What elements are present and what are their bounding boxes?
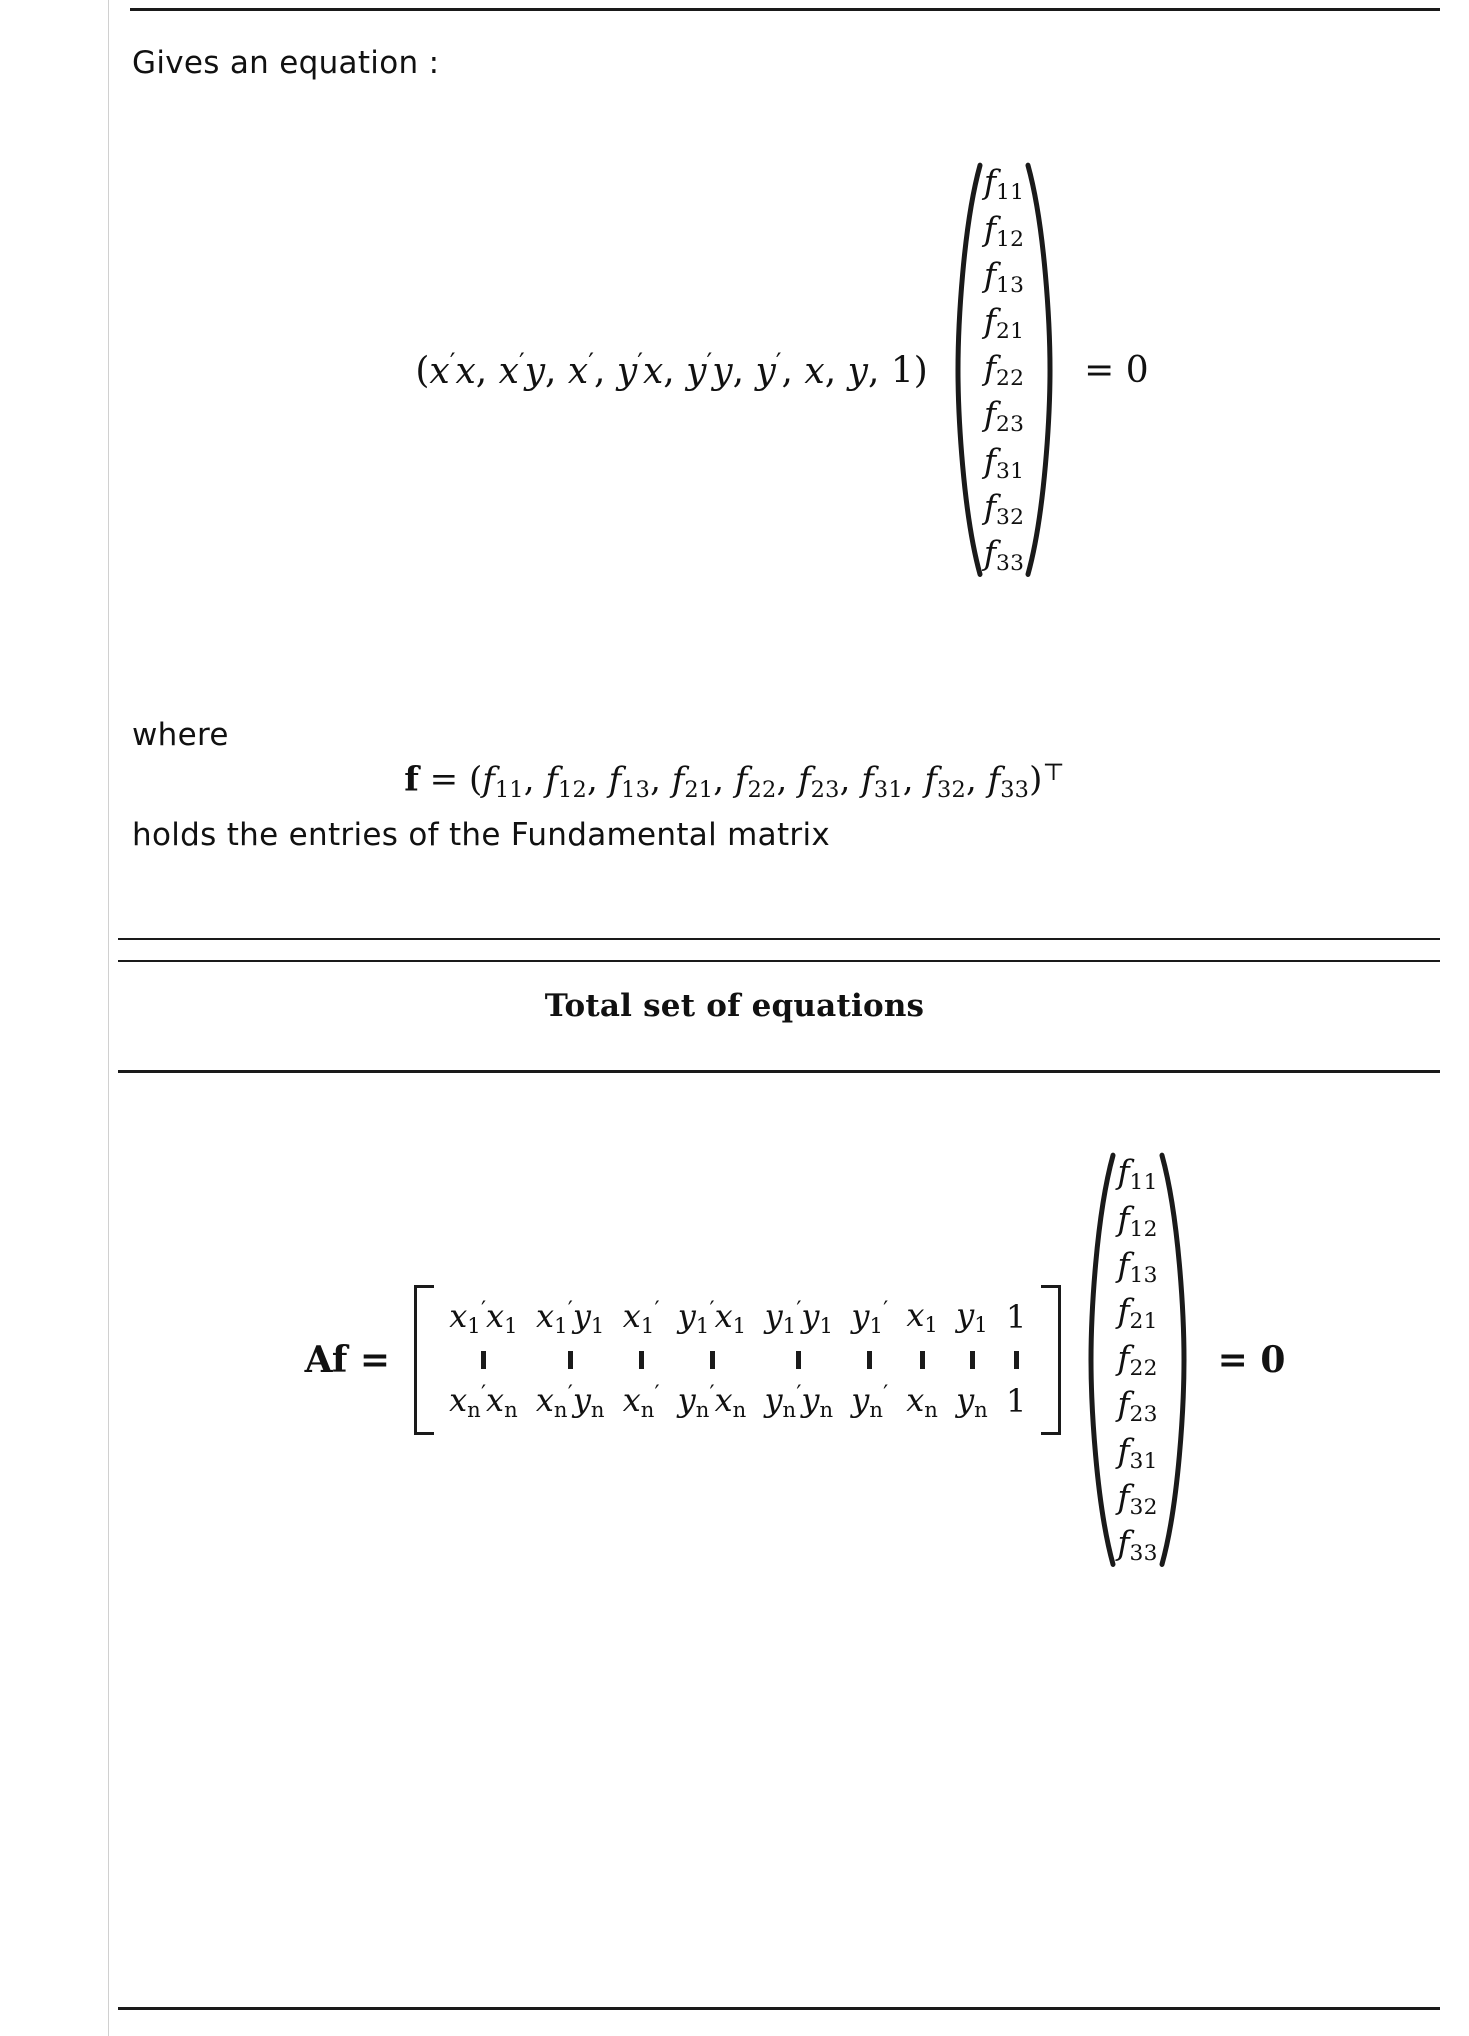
matrix-cell: $y_n'$ xyxy=(851,1381,889,1423)
matrix-cell-dots xyxy=(947,1341,997,1379)
matrix-cell: $y_1'$ xyxy=(851,1296,889,1338)
matrix-cell: $y_n$ xyxy=(956,1380,988,1422)
matrix-cell: $x_n$ xyxy=(906,1380,939,1422)
vector-entry: $f_{22}$ xyxy=(1117,1337,1158,1381)
section-title: Total set of equations xyxy=(544,988,925,1024)
design-matrix xyxy=(414,1285,1061,1435)
matrix-cell: $y_n'y_n$ xyxy=(764,1381,834,1423)
equation-two-lhs: Af = xyxy=(304,1339,391,1381)
matrix-cell: $x_n'x_n$ xyxy=(449,1381,518,1423)
matrix-cell-dots xyxy=(842,1341,897,1379)
title-underline-rule xyxy=(118,1070,1440,1073)
matrix-cell: $y_1'y_1$ xyxy=(764,1296,834,1338)
section-separator-upper-rule xyxy=(118,938,1440,940)
matrix-cell: $y_n'x_n$ xyxy=(677,1381,747,1423)
equation-two xyxy=(150,1100,1440,1620)
matrix-cell-dots xyxy=(897,1341,947,1379)
vector-entry: $f_{23}$ xyxy=(983,394,1025,438)
where-label: where xyxy=(132,717,229,753)
matrix-table xyxy=(440,1295,1035,1425)
vector-entry: $f_{12}$ xyxy=(1117,1198,1158,1242)
left-paren-icon xyxy=(954,161,984,579)
vector-entry: $f_{13}$ xyxy=(1117,1244,1158,1289)
matrix-cell: 1 xyxy=(1005,1298,1027,1337)
f-column-vector-one xyxy=(954,161,1054,579)
row-vector: (x′x, x′y, x′, y′x, y′y, y′, x, y, 1) xyxy=(415,348,928,392)
matrix-cell: $x_n'$ xyxy=(622,1381,660,1423)
equation-one-rhs: = 0 xyxy=(1084,349,1149,391)
vector-entry: $f_{23}$ xyxy=(1117,1384,1158,1428)
matrix-cell-dots xyxy=(997,1341,1035,1379)
vector-entry: $f_{12}$ xyxy=(983,208,1025,252)
f-definition-equation: $f = (f_{11}$, $f_{12}$, $f_{13}$, $f_{21}$, $f_{22}$, $f_{23}$, $f_{31}$, $f_{32}$, $f_{33})^⊤$ xyxy=(404,758,1065,803)
equation-one xyxy=(132,110,1432,630)
vector-entry: $f_{33}$ xyxy=(983,533,1025,577)
vector-entry: $f_{21}$ xyxy=(1117,1291,1158,1335)
matrix-cell-dots xyxy=(669,1341,756,1379)
vector-entry: $f_{21}$ xyxy=(983,301,1025,345)
vector-entry: $f_{22}$ xyxy=(983,347,1025,391)
bottom-rule xyxy=(118,2007,1440,2010)
matrix-cell: $y_1$ xyxy=(956,1296,988,1338)
vector-entry: $f_{32}$ xyxy=(983,487,1025,531)
f-column-vector-two xyxy=(1087,1151,1187,1569)
matrix-cell: $x_n'y_n$ xyxy=(535,1381,605,1423)
left-bracket-icon xyxy=(414,1285,434,1435)
matrix-cell: $x_1'$ xyxy=(622,1296,660,1338)
matrix-cell: $y_1'x_1$ xyxy=(677,1296,747,1338)
vector-entry: $f_{31}$ xyxy=(1117,1430,1158,1474)
matrix-cell-dots xyxy=(440,1341,527,1379)
matrix-cell: 1 xyxy=(1005,1382,1027,1421)
intro-text: Gives an equation : xyxy=(132,45,440,81)
top-rule xyxy=(130,8,1440,11)
vector-entry: $f_{11}$ xyxy=(983,162,1025,206)
matrix-cell: $x_1$ xyxy=(906,1296,939,1338)
equation-two-rhs: = 0 xyxy=(1217,1339,1286,1381)
right-bracket-icon xyxy=(1041,1285,1061,1435)
matrix-cell-dots xyxy=(755,1341,842,1379)
right-paren-icon xyxy=(1024,161,1054,579)
vector-entry: $f_{33}$ xyxy=(1117,1523,1158,1567)
vector-entry: $f_{13}$ xyxy=(983,254,1025,299)
holds-entries-text: holds the entries of the Fundamental matrix xyxy=(132,817,831,853)
section-separator-lower-rule xyxy=(118,960,1440,962)
matrix-cell-dots xyxy=(527,1341,614,1379)
vector-entry: $f_{32}$ xyxy=(1117,1477,1158,1521)
right-paren-icon xyxy=(1158,1151,1188,1569)
vector-entry: $f_{31}$ xyxy=(983,440,1025,484)
matrix-cell-dots xyxy=(614,1341,669,1379)
matrix-row-ellipsis xyxy=(440,1341,1035,1379)
matrix-cell: $x_1'x_1$ xyxy=(449,1296,518,1338)
matrix-cell: $x_1'y_1$ xyxy=(536,1296,605,1338)
left-paren-icon xyxy=(1087,1151,1117,1569)
matrix-row xyxy=(440,1379,1035,1425)
matrix-row xyxy=(440,1295,1035,1341)
vector-entry: $f_{11}$ xyxy=(1117,1152,1158,1196)
